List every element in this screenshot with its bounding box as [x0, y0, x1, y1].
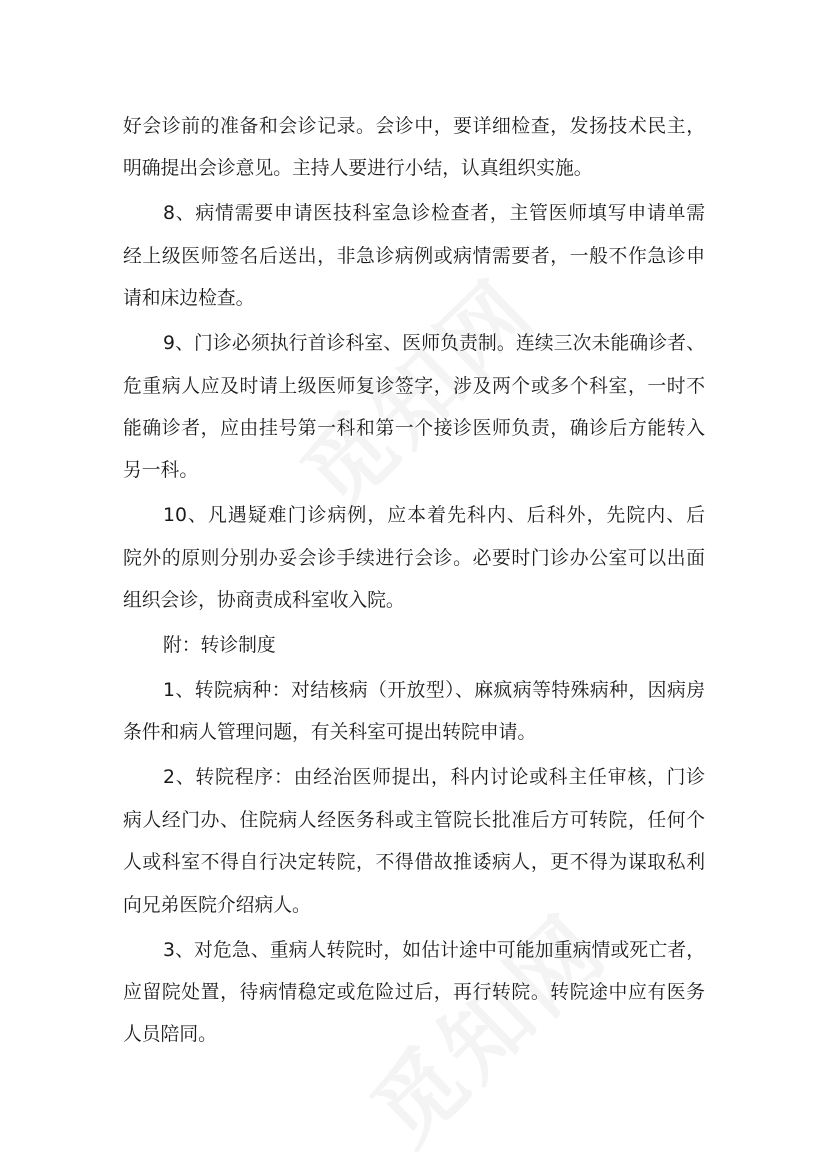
text-line: 3、对危急、重病人转院时，如估计途中可能加重病情或死亡者， [163, 939, 705, 961]
paragraph-item-8 [123, 193, 705, 320]
text-line: 另一科。 [123, 460, 199, 482]
appendix-heading [123, 625, 705, 667]
text-line: 向兄弟医院介绍病人。 [123, 894, 311, 916]
transfer-rule-3 [123, 930, 705, 1057]
text-line: 院外的原则分别办妥会诊手续进行会诊。必要时门诊办公室可以出面 [123, 547, 705, 569]
text-line: 危重病人应及时请上级医师复诊签字，涉及两个或多个科室，一时不 [123, 375, 705, 397]
text-line: 9、门诊必须执行首诊科室、医师负责制。连续三次未能确诊者、 [163, 333, 705, 355]
text-line: 能确诊者，应由挂号第一科和第一个接诊医师负责，确诊后方能转入 [123, 417, 705, 439]
transfer-rule-2 [123, 757, 705, 927]
text-line: 10、凡遇疑难门诊病例，应本着先科内、后科外，先院内、后 [163, 505, 705, 527]
text-line: 2、转院程序：由经治医师提出，科内讨论或科主任审核，门诊 [163, 767, 705, 789]
text-line: 经上级医师签名后送出，非急诊病例或病情需要者，一般不作急诊申 [123, 245, 705, 267]
text-line: 应留院处置，待病情稳定或危险过后，再行转院。转院途中应有医务 [123, 981, 705, 1003]
transfer-rule-1 [123, 670, 705, 755]
document-body [123, 106, 705, 1059]
paragraph-item-9 [123, 323, 705, 493]
text-line: 人员陪同。 [123, 1024, 217, 1046]
text-line: 8、病情需要申请医技科室急诊检查者，主管医师填写申请单需 [163, 203, 705, 225]
text-line: 好会诊前的准备和会诊记录。会诊中，要详细检查，发扬技术民主， [123, 116, 705, 137]
paragraph-continued [123, 106, 705, 191]
text-line: 人或科室不得自行决定转院，不得借故推诿病人，更不得为谋取私利 [123, 852, 705, 874]
paragraph-item-10 [123, 495, 705, 622]
text-line: 请和床边检查。 [123, 288, 255, 310]
text-line: 附：转诊制度 [163, 635, 276, 657]
text-line: 明确提出会诊意见。主持人要进行小结，认真组织实施。 [123, 158, 593, 180]
text-line: 1、转院病种：对结核病（开放型）、麻疯病等特殊病种，因病房 [163, 680, 705, 702]
text-line: 条件和病人管理问题，有关科室可提出转院申请。 [123, 722, 537, 744]
text-line: 病人经门办、住院病人经医务科或主管院长批准后方可转院，任何个 [123, 809, 705, 831]
text-line: 组织会诊，协商责成科室收入院。 [123, 590, 405, 612]
